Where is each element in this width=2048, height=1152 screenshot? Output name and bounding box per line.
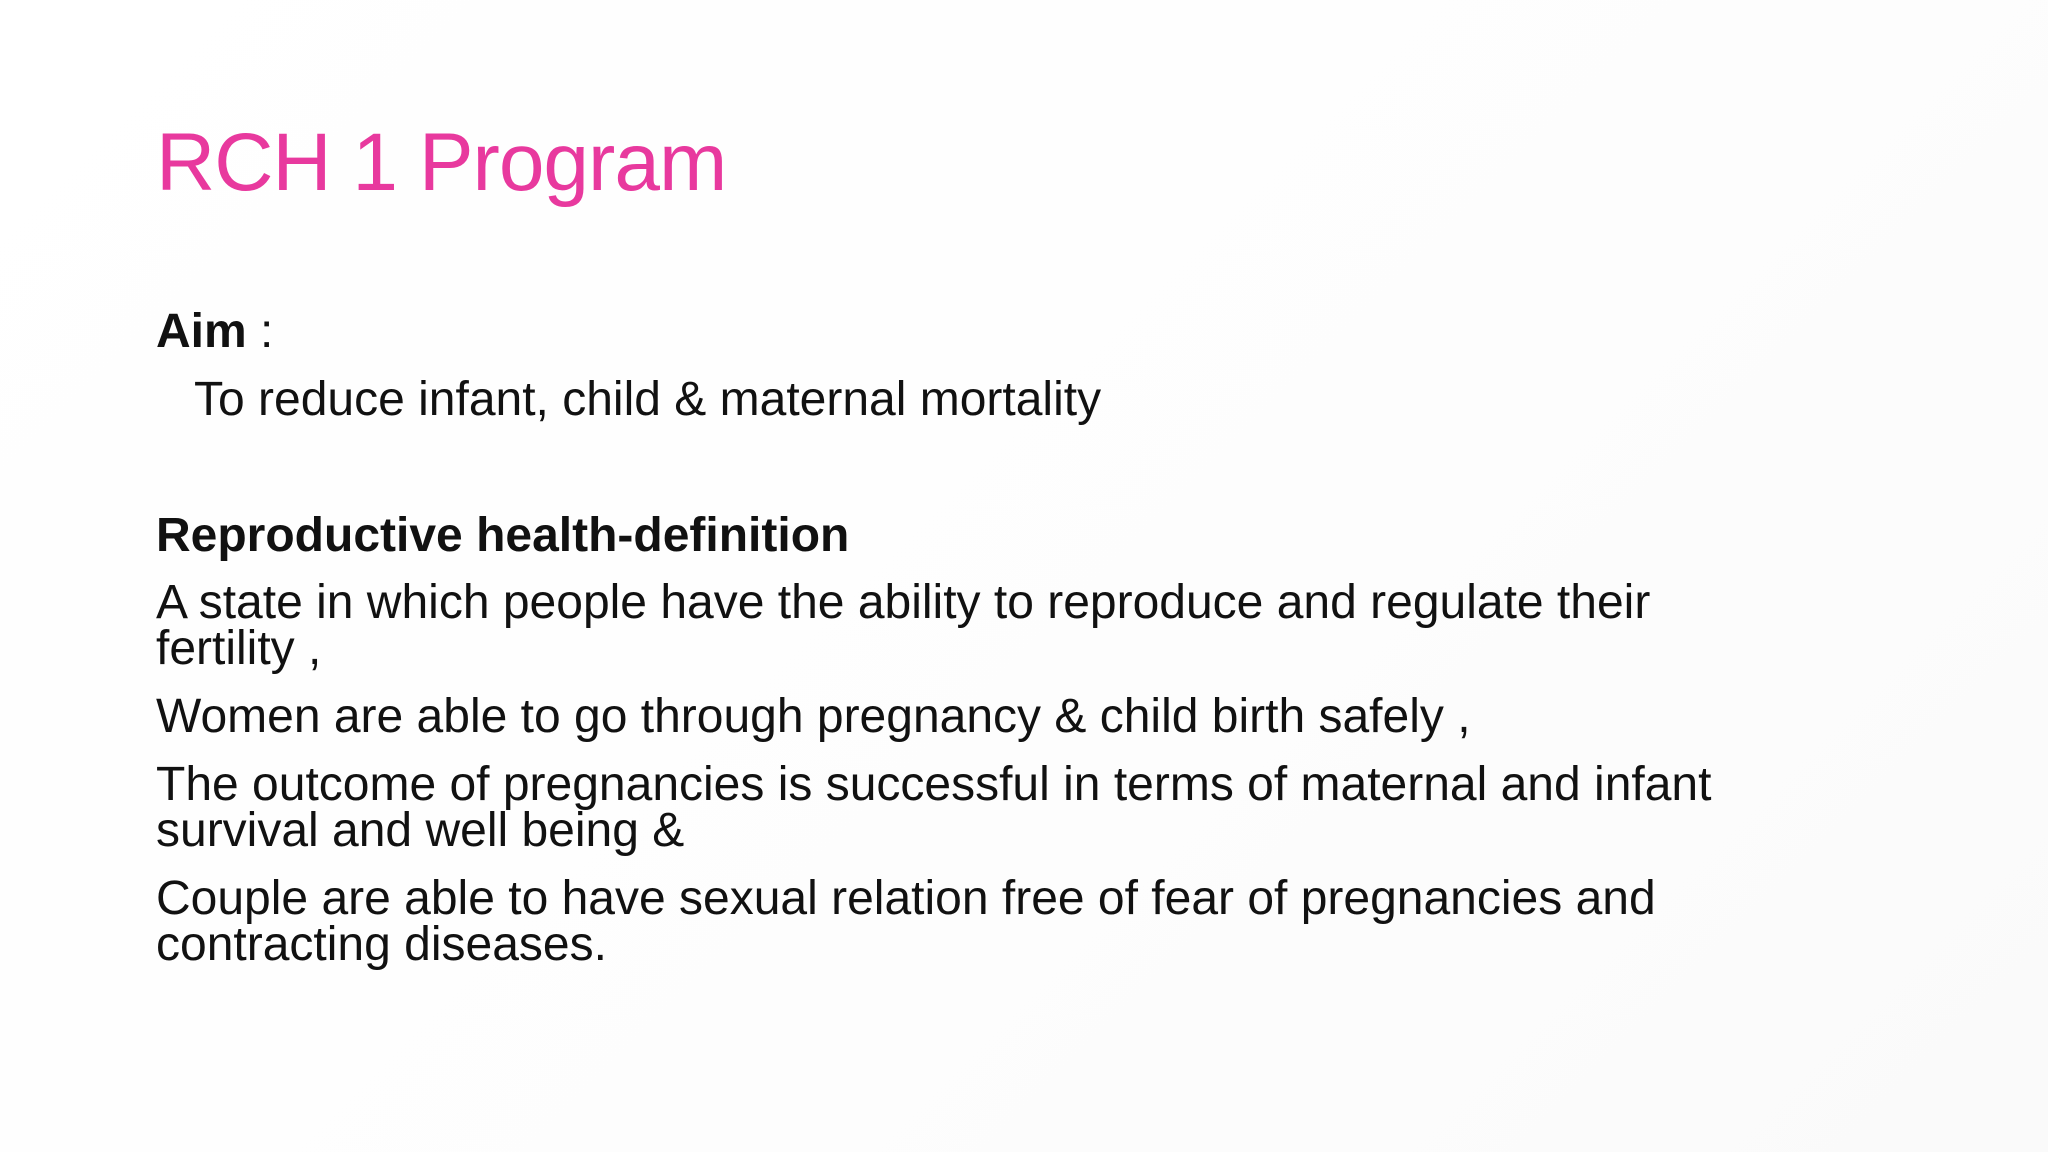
aim-label: Aim — [156, 305, 247, 358]
definition-paragraph — [156, 872, 1656, 971]
paragraph-line: Couple are able to have sexual relation free of fear of pregnancies and — [156, 872, 1656, 925]
definition-paragraph — [156, 576, 1651, 675]
slide-title: RCH 1 Program — [156, 117, 727, 208]
paragraph-line: survival and well being & — [156, 804, 685, 857]
paragraph-line: A state in which people have the ability to reproduce and regulate their — [156, 576, 1651, 629]
paragraph-line: Women are able to go through pregnancy & child birth safely , — [156, 690, 1471, 743]
aim-separator: : — [246, 305, 274, 358]
aim-text: To reduce infant, child & maternal mortality — [194, 373, 1102, 426]
definition-paragraph — [156, 690, 1471, 743]
definition-paragraph — [156, 758, 1712, 857]
paragraph-line: contracting diseases. — [156, 918, 607, 971]
aim-heading — [156, 304, 273, 359]
definition-heading: Reproductive health-definition — [156, 509, 850, 562]
paragraph-line: The outcome of pregnancies is successful in terms of maternal and infant — [156, 758, 1712, 811]
paragraph-line: fertility , — [156, 622, 322, 675]
